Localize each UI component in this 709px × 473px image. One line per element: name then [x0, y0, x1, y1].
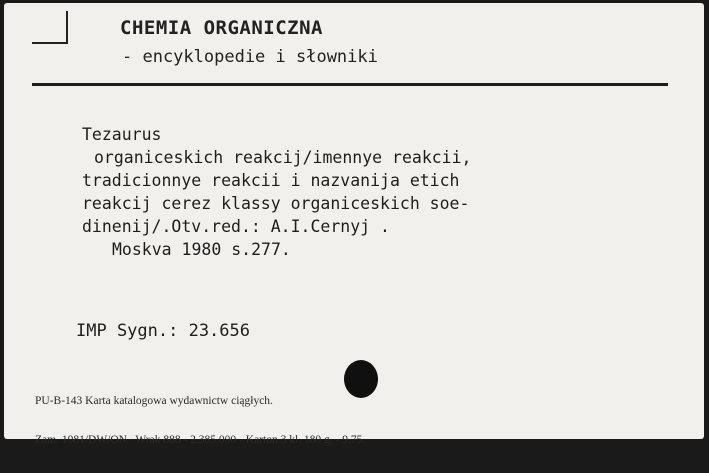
- entry-line: organiceskich reakcij/imennye reakcii,: [94, 148, 472, 167]
- heading-title: CHEMIA ORGANICZNA: [120, 17, 323, 39]
- entry-text: [82, 123, 472, 261]
- divider-rule: [32, 83, 668, 86]
- entry-line: dinenij/.Otv.red.: A.I.Cernyj .: [82, 217, 390, 236]
- card-footer: [35, 369, 365, 473]
- entry-line: tradicionnye reakcii i nazvanija etich: [82, 171, 460, 190]
- entry-line: reakcij cerez klassy organiceskich soe-: [82, 194, 470, 213]
- call-number: IMP Sygn.: 23.656: [76, 321, 250, 341]
- heading-subtitle: - encyklopedie i słowniki: [122, 47, 378, 67]
- catalog-card: [4, 3, 704, 446]
- corner-mark: [32, 11, 72, 45]
- entry-line: Moskva 1980 s.277.: [112, 240, 291, 259]
- footer-line: Zam. 1081/DW/ON Wrak 888 - 2.385.000 - Karton 3 kl. 180 g, - 9.75.: [35, 434, 366, 446]
- punch-hole: [344, 360, 378, 398]
- footer-line: PU-B-143 Karta katalogowa wydawnictw ciągłych.: [35, 395, 273, 407]
- entry-line: Tezaurus: [82, 125, 162, 144]
